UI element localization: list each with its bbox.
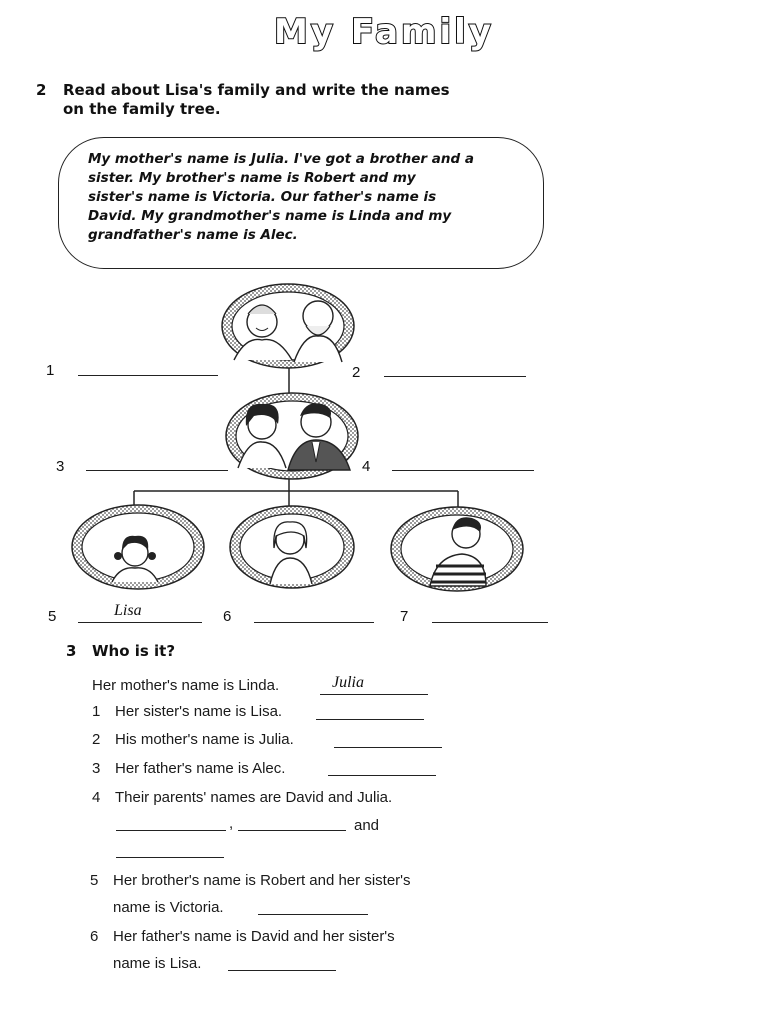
question-text: His mother's name is Julia. [115, 731, 294, 748]
tree-blank-number: 7 [400, 608, 409, 625]
speech-bubble-text [88, 150, 508, 245]
tree-answer-field[interactable] [78, 375, 218, 376]
question-number: 1 [92, 703, 101, 720]
exercise-2-number: 2 [36, 81, 47, 99]
tree-blank-number: 2 [352, 364, 361, 381]
bubble-line: grandfather's name is Alec. [88, 227, 298, 243]
exercise-2-instruction [63, 81, 543, 119]
answer-field[interactable] [328, 775, 436, 776]
victoria-portrait [230, 506, 354, 588]
instruction-line-1: Read about Lisa's family and write the names [63, 81, 450, 99]
exercise-3-number: 3 [66, 642, 77, 660]
example-answer-text: Julia [332, 674, 364, 691]
tree-blank-number: 1 [46, 362, 55, 379]
question-text-continued: name is Lisa. [113, 955, 202, 972]
lisa-portrait [72, 505, 204, 589]
tree-answer-field[interactable] [432, 622, 548, 623]
question-number: 5 [90, 872, 99, 889]
bubble-line: sister's name is Victoria. Our father's name is [88, 189, 437, 205]
tree-blank-number: 4 [362, 458, 371, 475]
page-title: My Family [274, 12, 494, 52]
question-number: 2 [92, 731, 101, 748]
tree-answer-text: Lisa [114, 602, 142, 619]
tree-answer-field[interactable] [78, 602, 202, 623]
answer-field[interactable] [228, 970, 336, 971]
and-connector: and [354, 817, 380, 834]
tree-answer-field[interactable] [392, 470, 534, 471]
answer-field[interactable] [258, 914, 368, 915]
tree-blank-number: 5 [48, 608, 57, 625]
parents-portrait [226, 393, 358, 479]
question-number: 3 [92, 760, 101, 777]
question-number: 4 [92, 789, 101, 806]
family-tree [0, 280, 768, 600]
question-text: Her father's name is Alec. [115, 760, 286, 777]
robert-portrait [391, 507, 523, 591]
exercise-3-title: Who is it? [92, 642, 176, 660]
answer-field[interactable] [316, 719, 424, 720]
question-number: 6 [90, 928, 99, 945]
instruction-line-2: on the family tree. [63, 100, 221, 118]
example-question: Her mother's name is Linda. [92, 677, 280, 694]
bubble-line: My mother's name is Julia. I've got a brother and a [88, 151, 474, 167]
answer-field[interactable] [116, 857, 224, 858]
tree-blank-number: 6 [223, 608, 232, 625]
tree-answer-field[interactable] [86, 470, 228, 471]
answer-field[interactable] [116, 830, 226, 831]
answer-field[interactable] [334, 747, 442, 748]
question-text: Her brother's name is Robert and her sister's [113, 872, 411, 889]
question-text: Their parents' names are David and Julia. [115, 789, 393, 806]
tree-answer-field[interactable] [384, 376, 526, 377]
answer-field[interactable] [238, 830, 346, 831]
tree-answer-field[interactable] [254, 622, 374, 623]
bubble-line: David. My grandmother's name is Linda and my [88, 208, 452, 224]
bubble-line: sister. My brother's name is Robert and my [88, 170, 416, 186]
question-text: Her sister's name is Lisa. [115, 703, 283, 720]
question-text-continued: name is Victoria. [113, 899, 224, 916]
tree-blank-number: 3 [56, 458, 65, 475]
example-answer-field[interactable] [320, 674, 428, 695]
grandparents-portrait [222, 284, 354, 368]
question-text: Her father's name is David and her sister's [113, 928, 395, 945]
comma-separator: , [229, 815, 234, 832]
